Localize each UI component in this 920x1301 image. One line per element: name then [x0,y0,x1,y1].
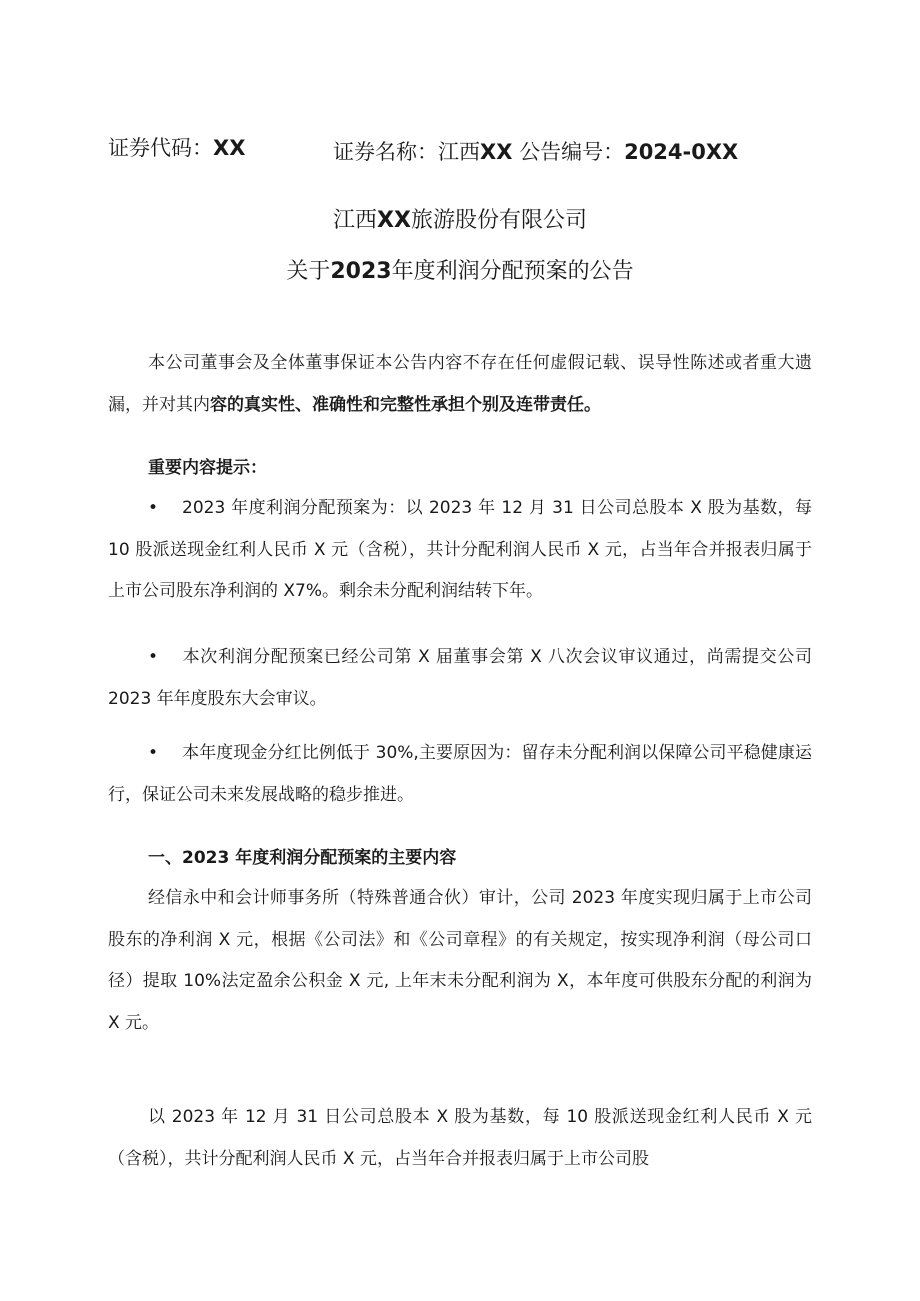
announcement-number-value: 2024-0XX [624,140,739,164]
security-header [0,128,920,168]
announcement-title-part: 年度利润分配预案的公告 [391,259,634,284]
announcement-title-part: 2023 [330,259,392,284]
board-statement-text: 本公司董事会及全体董事保证本公告内容不存在任何虚假记载、误导性陈述或者重大遗漏，并对其内 [108,353,812,415]
key-point-item [108,733,812,816]
key-point-text: 2023 年度利润分配预案为：以 2023 年 12 月 31 日公司总股本 X 股为基数，每 10 股派送现金红利人民币 X 元（含税），共计分配利润人民币 X 元，占当年合并报表归属于上市公司股东净利润的 X7%。剩余未分配利润结转下年。 [108,498,812,601]
key-point-text: 本次利润分配预案已经公司第 X 届董事会第 X 八次会议审议通过，尚需提交公司 2023 年年度股东大会审议。 [108,647,812,709]
announcement-title-part: 关于 [286,259,331,284]
board-statement-emphasis: 容的真实性、准确性和完整性承担个别及连带责任。 [210,394,601,415]
security-code [108,132,245,162]
company-title-part: 江西 [333,208,378,233]
bullet-icon: • [148,498,159,518]
security-code-label: 证券代码： [108,136,213,160]
section-heading: 一、2023 年度利润分配预案的主要内容 [148,848,457,868]
announcement-number-label: 公告编号： [519,140,625,164]
company-title-part: XX [377,208,411,233]
security-name-value: XX [480,140,513,164]
section-paragraph: 经信永中和会计师事务所（特殊普通合伙）审计，公司 2023 年度实现归属于上市公司股东的净利润 X 元，根据《公司法》和《公司章程》的有关规定，按实现净利润（母公司口径）提取 10%法定盈余公积金 X 元, 上年末未分配利润为 X，本年度可供股东分配的利润为 X 元。 [108,888,812,1033]
bullet-icon: • [148,743,159,763]
company-title-part: 旅游股份有限公司 [410,208,587,233]
key-point-text: 本年度现金分红比例低于 30%,主要原因为：留存未分配利润以保障公司平稳健康运行，保证公司未来发展战略的稳步推进。 [108,743,812,805]
security-name-label: 证券名称：江西 [333,140,480,164]
security-name-and-number [333,136,738,166]
announcement-title [0,254,920,285]
board-statement [108,343,812,426]
key-point-item [108,637,812,720]
key-point-item [108,488,812,613]
security-code-value: XX [213,136,246,160]
bullet-icon: • [148,647,159,667]
section-paragraph: 以 2023 年 12 月 31 日公司总股本 X 股为基数，每 10 股派送现金红利人民币 X 元（含税），共计分配利润人民币 X 元，占当年合并报表归属于上市公司股 [108,1107,812,1169]
key-points-heading: 重要内容提示： [148,458,267,478]
company-title [0,203,920,234]
